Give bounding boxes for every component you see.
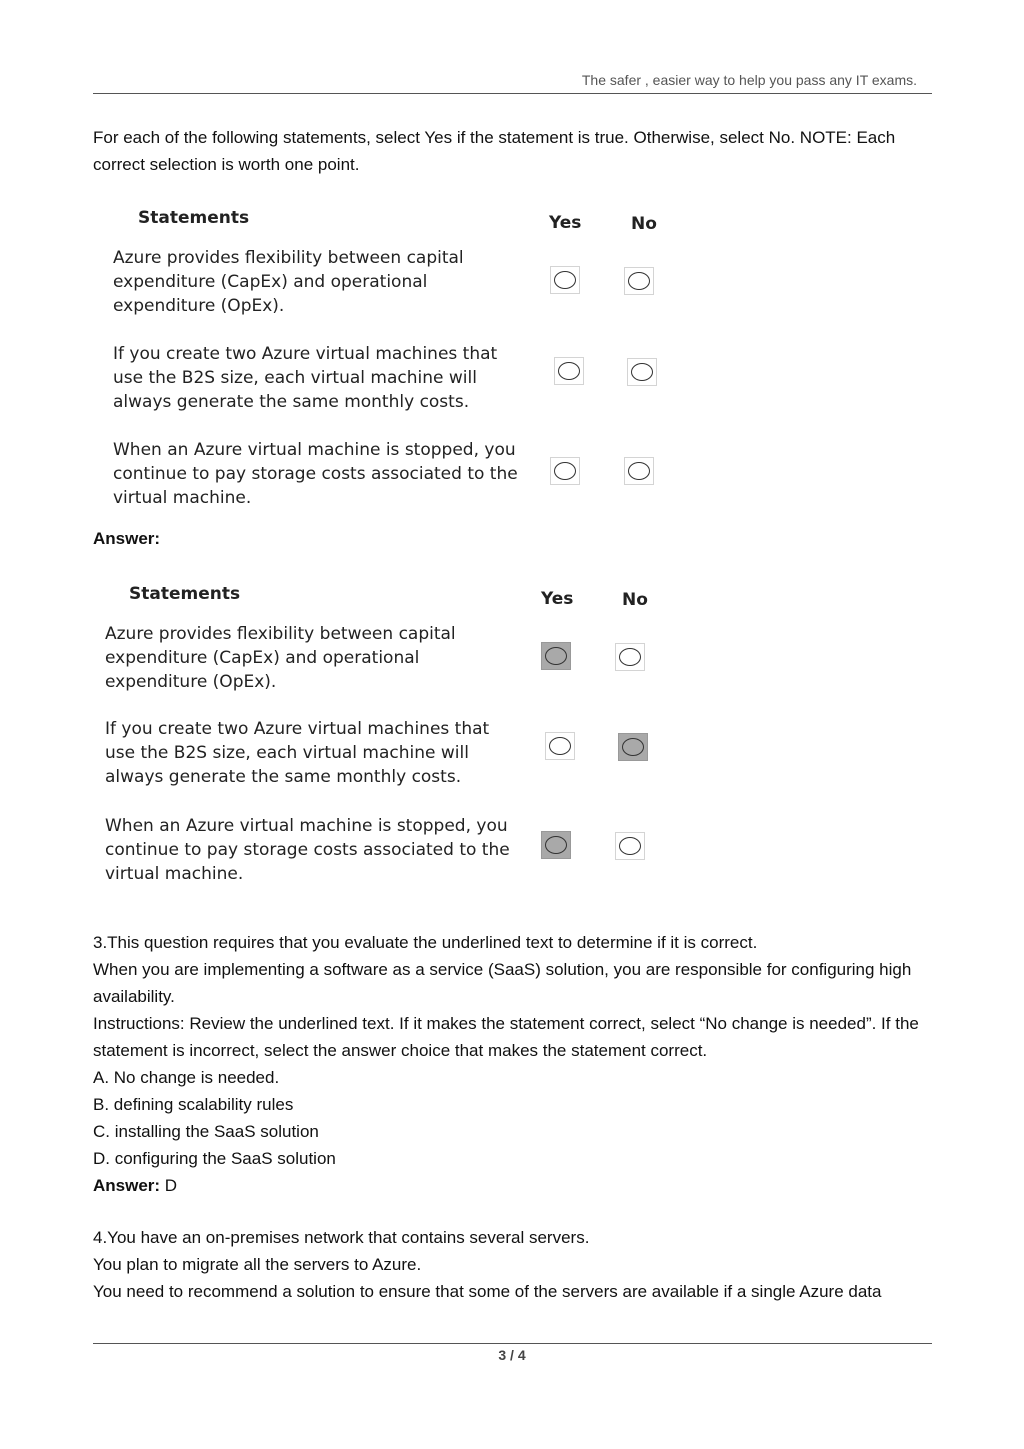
q3-answer	[93, 1172, 938, 1199]
q3-instructions: Instructions: Review the underlined text. If it makes the statement correct, select “No change is needed”. If the statement is incorrect, select the answer choice that makes the statement correct.	[93, 1014, 919, 1060]
q3-option-d: D. configuring the SaaS solution	[93, 1149, 336, 1168]
a-row1-yes-radio-selected[interactable]	[541, 642, 571, 670]
answer-no-header: No	[622, 590, 648, 610]
q-row3-yes-radio[interactable]	[550, 457, 580, 485]
a-row2-no-radio-selected[interactable]	[618, 733, 648, 761]
footer-divider	[93, 1343, 932, 1344]
q-row3-no-radio[interactable]	[624, 457, 654, 485]
q-row2-yes-radio[interactable]	[554, 357, 584, 385]
a-row2-yes-radio[interactable]	[545, 732, 575, 760]
q-row1-yes-radio[interactable]	[550, 266, 580, 294]
q3-answer-value: D	[160, 1176, 178, 1195]
page-header-tagline: The safer , easier way to help you pass any IT exams.	[581, 72, 917, 88]
statement-row-3: When an Azure virtual machine is stopped, you continue to pay storage costs associated to the virtual machine.	[113, 440, 518, 508]
answer-statements-header: Statements	[129, 584, 241, 604]
q3-answer-label: Answer:	[93, 1176, 161, 1195]
question-intro: For each of the following statements, select Yes if the statement is true. Otherwise, select No. NOTE: Each correct selection is worth one point.	[93, 128, 896, 174]
statement-row-1: Azure provides flexibility between capital expenditure (CapEx) and operational expenditure (OpEx).	[113, 248, 464, 316]
question-4	[93, 1224, 938, 1305]
yes-header: Yes	[549, 213, 582, 233]
a-row1-no-radio[interactable]	[615, 643, 645, 671]
answer-statement-row-3: When an Azure virtual machine is stopped, you continue to pay storage costs associated to the virtual machine.	[105, 816, 510, 884]
question-3	[93, 929, 938, 1199]
header-divider	[93, 93, 932, 94]
page-number: 3 / 4	[498, 1347, 526, 1363]
answer-statement-row-2: If you create two Azure virtual machines that use the B2S size, each virtual machine will always generate the same monthly costs.	[105, 719, 490, 787]
q4-line-1: 4.You have an on-premises network that contains several servers.	[93, 1228, 590, 1247]
no-header: No	[631, 214, 657, 234]
statement-row-2: If you create two Azure virtual machines that use the B2S size, each virtual machine will always generate the same monthly costs.	[113, 344, 498, 412]
q3-option-c: C. installing the SaaS solution	[93, 1122, 319, 1141]
q3-statement: When you are implementing a software as a service (SaaS) solution, you are responsible for configuring high availability.	[93, 960, 912, 1006]
answer-statement-row-1: Azure provides flexibility between capital expenditure (CapEx) and operational expenditure (OpEx).	[105, 624, 456, 692]
q3-option-b: B. defining scalability rules	[93, 1095, 294, 1114]
answer-yes-header: Yes	[541, 589, 574, 609]
q-row2-no-radio[interactable]	[627, 358, 657, 386]
q4-line-2: You plan to migrate all the servers to Azure.	[93, 1255, 422, 1274]
q3-option-a: A. No change is needed.	[93, 1068, 280, 1087]
q4-line-3: You need to recommend a solution to ensure that some of the servers are available if a single Azure data	[93, 1282, 882, 1301]
a-row3-no-radio[interactable]	[615, 832, 645, 860]
answer-heading: Answer:	[93, 529, 161, 548]
q-row1-no-radio[interactable]	[624, 267, 654, 295]
q3-title: 3.This question requires that you evaluate the underlined text to determine if it is correct.	[93, 933, 758, 952]
statements-header: Statements	[138, 208, 250, 228]
a-row3-yes-radio-selected[interactable]	[541, 831, 571, 859]
